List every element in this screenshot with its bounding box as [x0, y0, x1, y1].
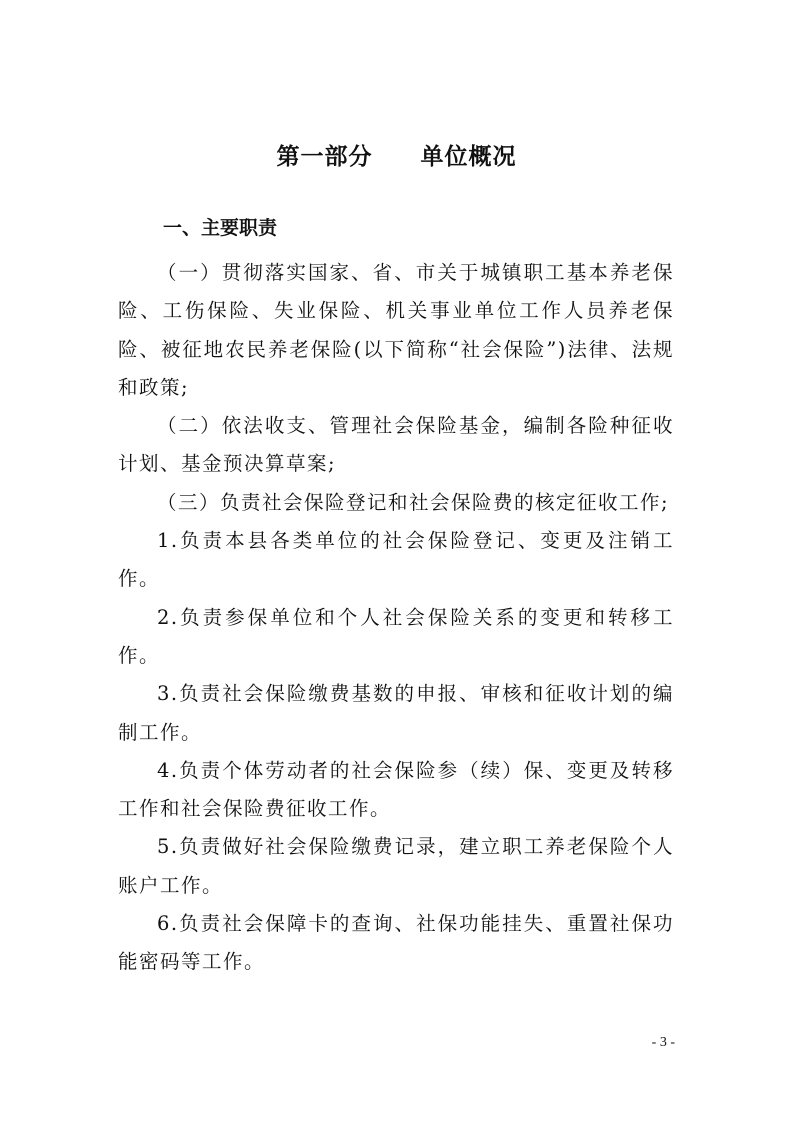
paragraph-2: （二）依法收支、管理社会保险基金，编制各险种征收计划、基金预决算草案; [118, 414, 674, 476]
paragraph-6: 3.负责社会保险缴费基数的申报、审核和征收计划的编制工作。 [118, 682, 674, 744]
paragraph-8: 5.负责做好社会保险缴费记录，建立职工养老保险个人账户工作。 [118, 835, 674, 897]
body-text [118, 254, 674, 982]
page-title: 第一部分 单位概况 [276, 144, 517, 170]
paragraph-1: （一）贯彻落实国家、省、市关于城镇职工基本养老保险、工伤保险、失业保险、机关事业单位工作人员养老保险、被征地农民养老保险(以下简称“社会保险”)法律、法规和政策; [118, 261, 674, 399]
paragraph-3: （三）负责社会保险登记和社会保险费的核定征收工作; [157, 490, 670, 514]
page-number: - 3 - [651, 1035, 675, 1050]
paragraph-5: 2.负责参保单位和个人社会保险关系的变更和转移工作。 [118, 605, 674, 667]
section-heading: 一、主要职责 [163, 217, 278, 239]
paragraph-4: 1.负责本县各类单位的社会保险登记、变更及注销工作。 [118, 529, 674, 591]
paragraph-9: 6.负责社会保障卡的查询、社保功能挂失、重置社保功能密码等工作。 [118, 912, 674, 974]
paragraph-7: 4.负责个体劳动者的社会保险参（续）保、变更及转移工作和社会保险费征收工作。 [118, 758, 674, 821]
